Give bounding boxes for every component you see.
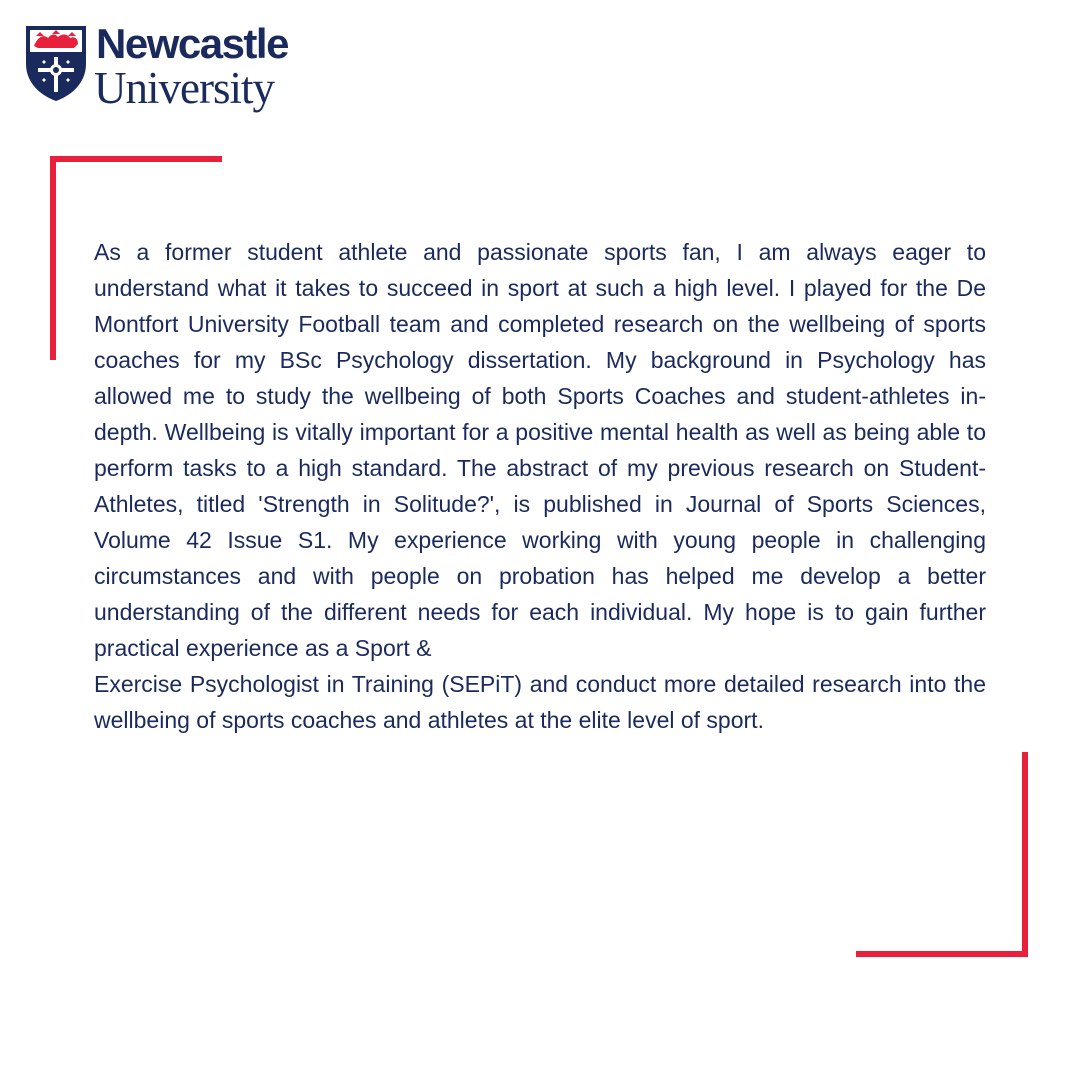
bio-paragraph-part2: Exercise Psychologist in Training (SEPiT) and conduct more detailed research into the wellbeing of sports coaches and athletes at the elite level of sport. bbox=[94, 671, 986, 733]
bottom-right-bracket-horizontal bbox=[856, 951, 1028, 957]
bio-paragraph bbox=[94, 234, 986, 738]
bottom-right-bracket-vertical bbox=[1022, 752, 1028, 957]
shield-crest-icon bbox=[24, 24, 88, 102]
top-left-bracket-horizontal bbox=[50, 156, 222, 162]
logo-wordmark-line2: University bbox=[94, 63, 274, 113]
university-logo bbox=[24, 20, 324, 113]
top-left-bracket-vertical bbox=[50, 156, 56, 360]
logo-wordmark-line1: Newcastle bbox=[96, 20, 288, 67]
bio-paragraph-part1: As a former student athlete and passionate sports fan, I am always eager to understand what it takes to succeed in sport at such a high level. I played for the De Montfort University Football team and completed research on the wellbeing of sports coaches for my BSc Psychology dissertation. My background in Psychology has allowed me to study the wellbeing of both Sports Coaches and student-athletes in-depth. Wellbeing is vitally important for a positive mental health as well as being able to perform tasks to a high standard. The abstract of my previous research on Student-Athletes, titled 'Strength in Solitude?', is published in Journal of Sports Sciences, Volume 42 Issue S1. My experience working with young people in challenging circumstances and with people on probation has helped me develop a better understanding of the different needs for each individual. My hope is to gain further practical experience as a Sport & bbox=[94, 239, 986, 661]
